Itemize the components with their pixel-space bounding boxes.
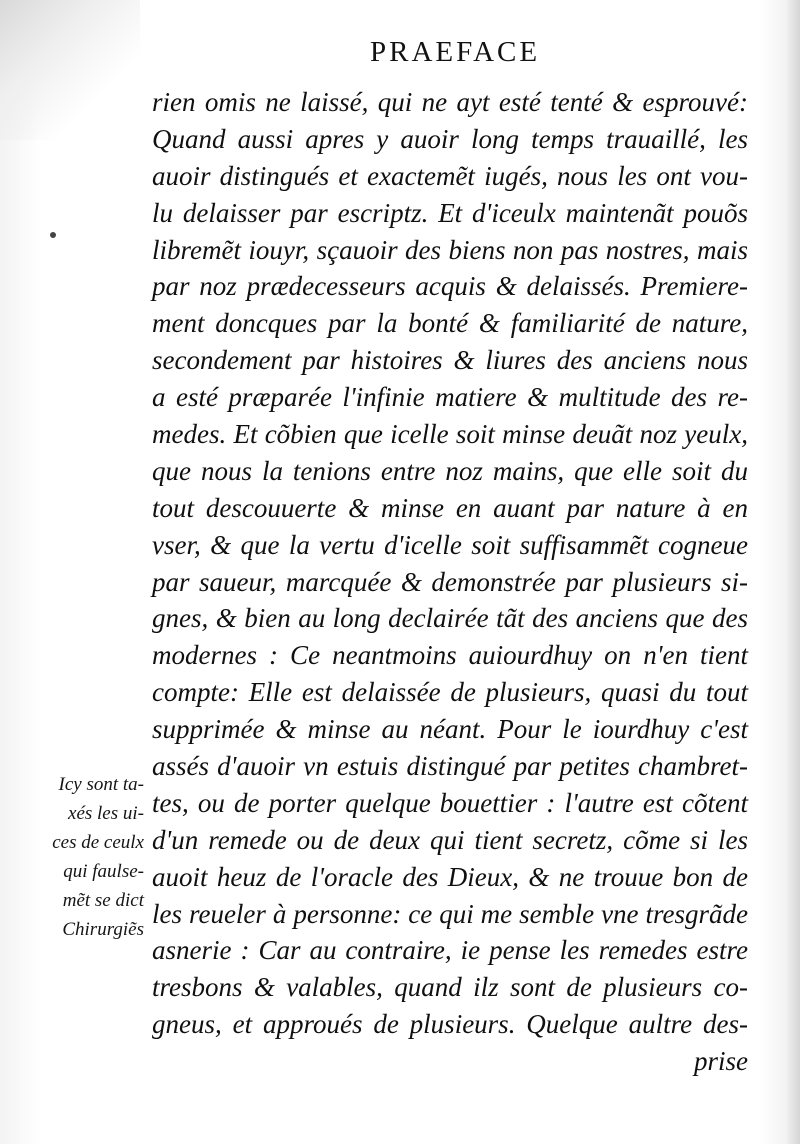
main-text-block [152, 84, 752, 1080]
text-line: les reueler à personne: ce qui me semble vne tresgrãde [152, 898, 748, 929]
text-line: Quand aussi apres y auoir long temps trauaillé, les [152, 123, 748, 154]
running-header: PRAEFACE [370, 36, 541, 68]
text-line: tes, ou de porter quelque bouettier : l'autre est cõtent [152, 787, 748, 818]
text-line: auoit heuz de l'oracle des Dieux, & ne trouue bon de [152, 861, 748, 892]
text-line: a esté præparée l'infinie matiere & multitude des re- [152, 382, 748, 413]
marginal-note [44, 770, 144, 944]
text-line: ment doncques par la bonté & familiarité de nature, [152, 308, 748, 339]
text-line: lu delaisser par escriptz. Et d'iceulx maintenãt pouõs [152, 197, 748, 228]
text-line: supprimée & minse au néant. Pour le iourdhuy c'est [152, 714, 748, 745]
marginal-note-line: ces de ceulx [52, 832, 144, 853]
text-line: que nous la tenions entre noz mains, que elle soit du [152, 455, 748, 486]
marginal-note-line: mẽt se dict [62, 890, 144, 911]
text-line: gnes, & bien au long declairée tãt des anciens que des [152, 603, 748, 634]
text-line: d'un remede ou de deux qui tient secretz, cõme si les [152, 824, 748, 855]
text-line: gneus, et approués de plusieurs. Quelque aultre des- [152, 1009, 748, 1040]
text-line: modernes : Ce neantmoins auiourdhuy on n'en tient [152, 640, 748, 671]
text-line: compte: Elle est delaissée de plusieurs, quasi du tout [152, 677, 748, 708]
text-line: tout descouuerte & minse en auant par nature à en [152, 492, 748, 523]
marginal-note-line: Icy sont ta- [58, 774, 144, 795]
text-line: rien omis ne laissé, qui ne ayt esté tenté & esprouvé: [152, 87, 748, 117]
marginal-note-line: Chirurgiẽs [62, 919, 144, 940]
page-gutter-shadow [786, 0, 800, 1144]
text-line: vser, & que la vertu d'icelle soit suffisammẽt cogneue [152, 529, 748, 560]
marginal-note-line: xés les ui- [68, 803, 144, 824]
text-line: tresbons & valables, quand ilz sont de plusieurs co- [152, 972, 748, 1003]
text-line: auoir distingués et exactemẽt iugés, nous les ont vou- [152, 160, 748, 191]
text-line: assés d'auoir vn estuis distingué par petites chambret- [152, 751, 748, 782]
page-corner-shadow [0, 0, 140, 140]
text-line: asnerie : Car au contraire, ie pense les remedes estre [152, 935, 748, 966]
text-line: par saueur, marcquée & demonstrée par plusieurs si- [152, 566, 748, 597]
text-line: libremẽt iouyr, sçauoir des biens non pas nostres, mais [152, 234, 748, 265]
text-line: secondement par histoires & liures des anciens nous [152, 345, 748, 376]
marginal-note-line: qui faulse- [63, 861, 144, 882]
ink-speck [50, 232, 56, 238]
text-line: par noz prædecesseurs acquis & delaissés. Premiere- [152, 271, 748, 302]
catchword: prise [694, 1046, 748, 1077]
text-line: medes. Et cõbien que icelle soit minse deuãt noz yeulx, [152, 419, 748, 450]
